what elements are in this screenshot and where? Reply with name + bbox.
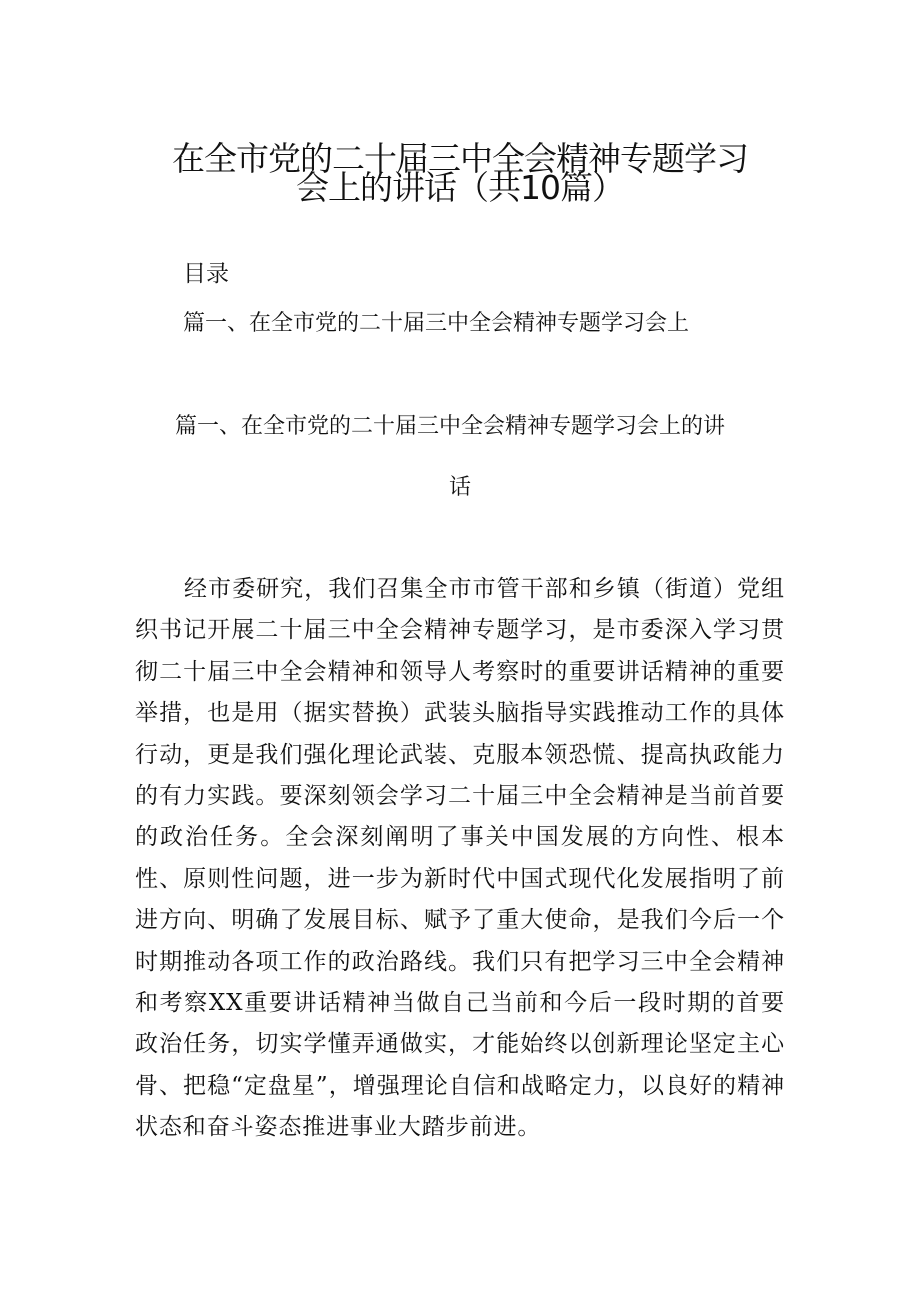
section-heading-line-2: 话 [448,475,471,500]
body-paragraph: 经市委研究，我们召集全市市管干部和乡镇（街道）党组织书记开展二十届三中全会精神专题学习，是市委深入学习贯彻二十届三中全会精神和领导人考察时的重要讲话精神的重要举措，也是用（据实替换）武装头脑指导实践推动工作的具体行动，更是我们强化理论武装、克服本领恐慌、提高执政能力的有力实践。要深刻领会学习二十届三中全会精神是当前首要的政治任务。全会深刻阐明了事关中国发展的方向性、根本性、原则性问题，进一步为新时代中国式现代化发展指明了前进方向、明确了发展目标、赋予了重大使命，是我们今后一个时期推动各项工作的政治路线。我们只有把学习三中全会精神和考察XX重要讲话精神当做自己当前和今后一段时期的首要政治任务，切实学懂弄通做实，才能始终以创新理论坚定主心骨、把稳“定盘星”，增强理论自信和战略定力，以良好的精神状态和奋斗姿态推进事业大踏步前进。 [135,576,785,1141]
toc-item[interactable]: 篇一、在全市党的二十届三中全会精神专题学习会上 [183,311,690,336]
toc-heading: 目录 [183,261,229,287]
document-title-line-2: 会上的讲话（共10篇） [296,168,624,207]
document-title-line-1: 在全市党的二十届三中全会精神专题学习 [172,139,748,178]
section-heading-line-1: 篇一、在全市党的二十届三中全会精神专题学习会上的讲 [175,414,726,439]
